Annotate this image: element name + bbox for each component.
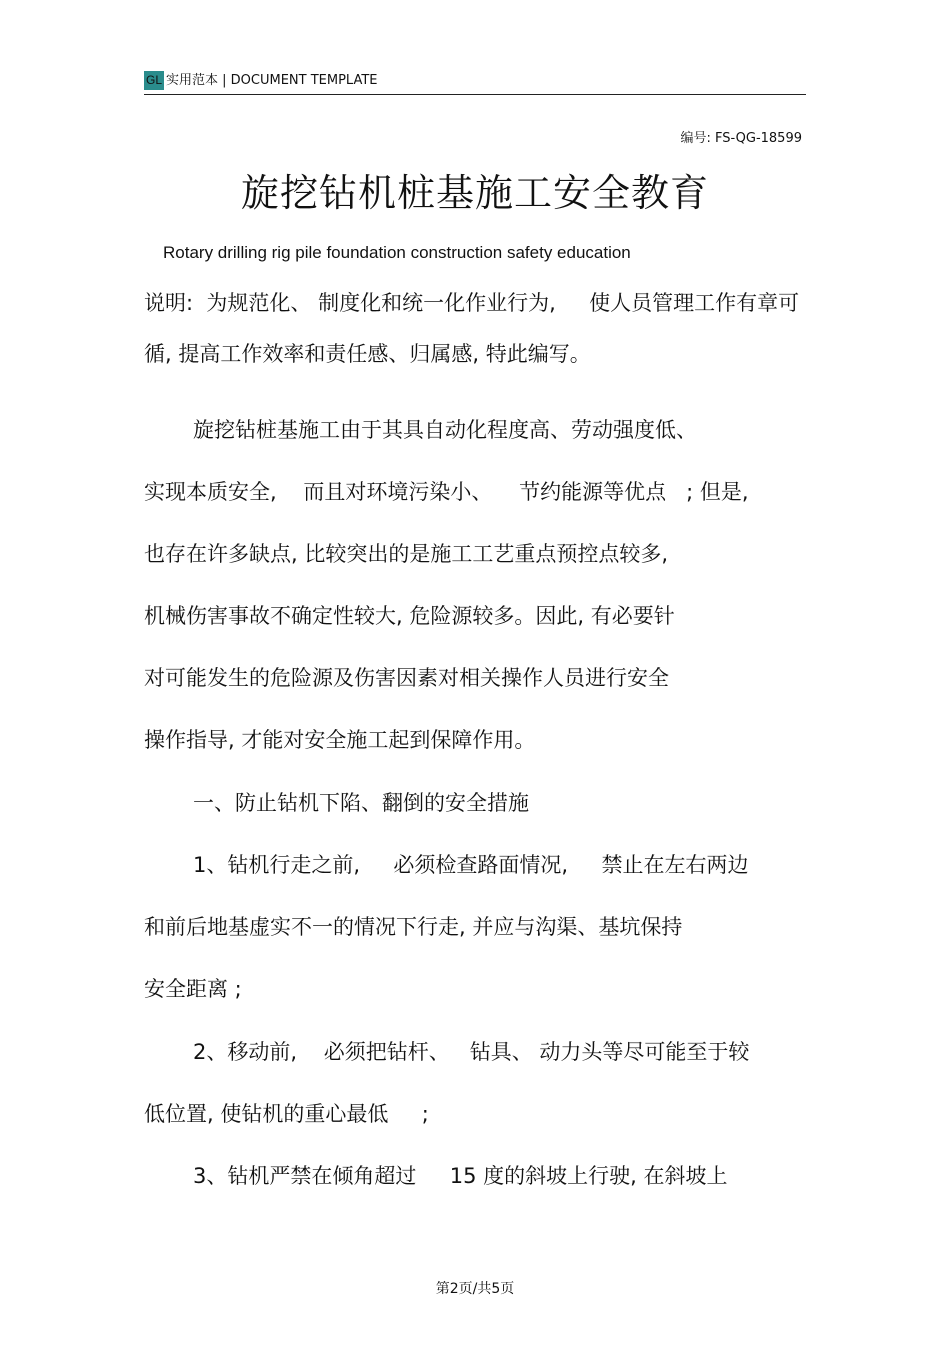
paragraph-line: 也存在许多缺点, 比较突出的是施工工艺重点预控点较多,	[144, 542, 669, 566]
paragraph-line: 机械伤害事故不确定性较大, 危险源较多。因此, 有必要针	[144, 604, 675, 628]
paragraph-line: 和前后地基虚实不一的情况下行走, 并应与沟渠、基坑保持	[144, 915, 683, 939]
paragraph-line: 安全距离 ;	[144, 977, 242, 1001]
intro-line: 说明: 为规范化、 制度化和统一化作业行为, 使人员管理工作有章可	[144, 291, 800, 315]
document-title: 旋挖钻机桩基施工安全教育	[240, 171, 709, 215]
paragraph-line: 1、钻机行走之前, 必须检查路面情况, 禁止在左右两边	[193, 853, 749, 877]
paragraph-line: 实现本质安全, 而且对环境污染小、 节约能源等优点 ; 但是,	[144, 480, 749, 504]
brand-badge: GL	[144, 71, 164, 90]
paragraph-line: 对可能发生的危险源及伤害因素对相关操作人员进行安全	[144, 666, 669, 690]
intro-line: 循, 提高工作效率和责任感、归属感, 特此编写。	[144, 342, 591, 366]
paragraph-line: 2、移动前, 必须把钻杆、 钻具、 动力头等尽可能至于较	[193, 1040, 750, 1064]
document-subtitle: Rotary drilling rig pile foundation construction safety education	[163, 243, 631, 262]
page-footer: 第2页/共5页	[435, 1281, 515, 1297]
header-text: 实用范本 | DOCUMENT TEMPLATE	[166, 73, 378, 88]
paragraph-line: 操作指导, 才能对安全施工起到保障作用。	[144, 728, 536, 752]
document-number: 编号: FS-QG-18599	[680, 131, 802, 146]
paragraph-line: 旋挖钻桩基施工由于其具自动化程度高、劳动强度低、	[193, 418, 697, 442]
section-heading: 一、防止钻机下陷、翻倒的安全措施	[193, 791, 529, 815]
page-header	[144, 70, 806, 95]
paragraph-line: 3、钻机严禁在倾角超过 15 度的斜坡上行驶, 在斜坡上	[193, 1164, 728, 1188]
paragraph-line: 低位置, 使钻机的重心最低 ;	[144, 1102, 429, 1126]
